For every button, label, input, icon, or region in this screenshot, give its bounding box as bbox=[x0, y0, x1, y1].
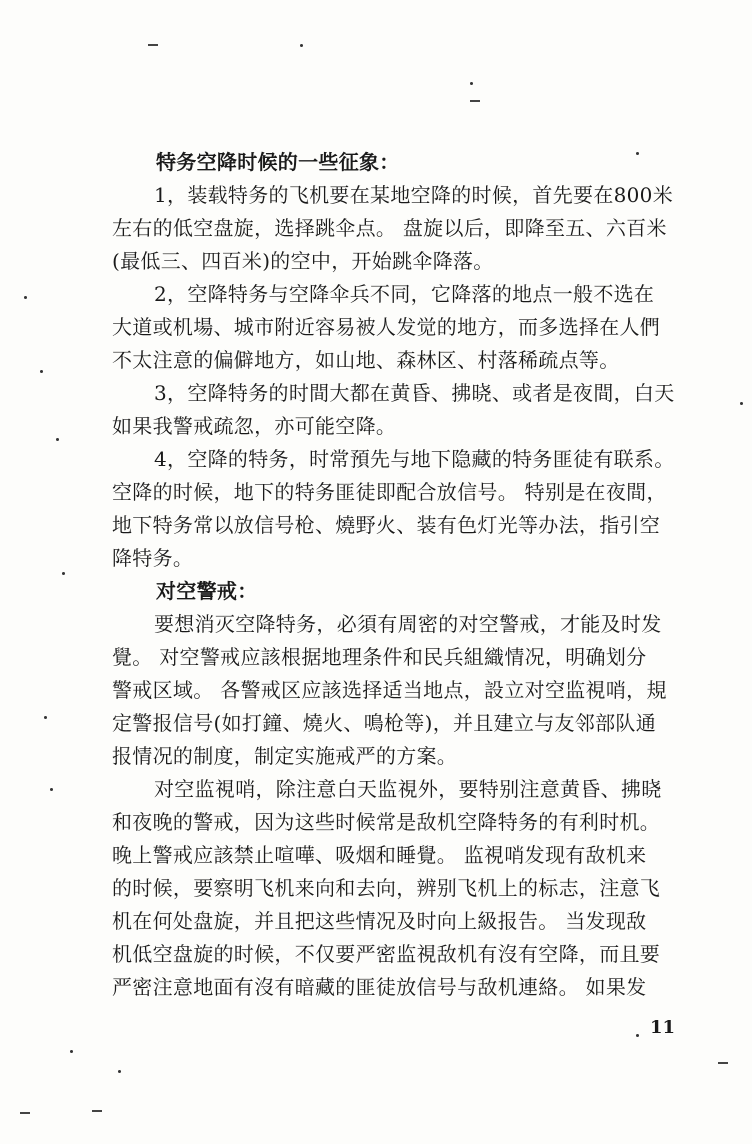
paragraph-1-line-3: (最低三、四百米)的空中，开始跳伞降落。 bbox=[112, 249, 494, 273]
paragraph-6-line-7: 严密注意地面有沒有暗藏的匪徒放信号与敌机連絡。 如果发 bbox=[112, 975, 647, 999]
page-number: 11 bbox=[650, 1017, 676, 1038]
paragraph-3-line-2: 如果我警戒疏忽，亦可能空降。 bbox=[112, 414, 397, 438]
paragraph-2-line-2: 大道或机場、城市附近容易被人发觉的地方，而多选择在人們 bbox=[112, 315, 661, 339]
scan-speck bbox=[44, 716, 47, 719]
scan-speck bbox=[24, 296, 27, 299]
body-text bbox=[112, 146, 694, 1004]
scan-speck bbox=[740, 402, 743, 405]
scan-dash bbox=[470, 100, 480, 102]
paragraph-2-line-3: 不太注意的偏僻地方，如山地、森林区、村落稀疏点等。 bbox=[112, 348, 620, 372]
paragraph-3-line-1: 3，空降特务的时間大都在黄昏、拂晓、或者是夜間，白天 bbox=[154, 381, 675, 405]
paragraph-5-line-1: 要想消灭空降特务，必須有周密的对空警戒，才能及时发 bbox=[154, 612, 662, 636]
scan-speck bbox=[62, 572, 65, 575]
paragraph-6-line-6: 机低空盘旋的时候，不仅要严密监視敌机有沒有空降，而且要 bbox=[112, 942, 661, 966]
paragraph-6-line-1: 对空监視哨，除注意白天监視外，要特别注意黄昏、拂晓 bbox=[154, 777, 662, 801]
scan-dash bbox=[718, 1062, 728, 1064]
paragraph-4-line-2: 空降的时候，地下的特务匪徒即配合放信号。 特别是在夜間， bbox=[112, 480, 667, 504]
paragraph-5-line-3: 警戒区域。 各警戒区应該选择适当地点，設立对空监視哨，規 bbox=[112, 678, 667, 702]
paragraph-5-line-2: 覺。 对空警戒应該根据地理条件和民兵組織情况，明确划分 bbox=[112, 645, 647, 669]
paragraph-2-line-1: 2，空降特务与空降伞兵不同，它降落的地点一般不选在 bbox=[154, 282, 655, 306]
scan-speck bbox=[118, 1070, 121, 1073]
scan-speck bbox=[470, 82, 473, 85]
scan-dash bbox=[92, 1110, 102, 1112]
scan-speck bbox=[56, 438, 59, 441]
paragraph-1-line-2: 左右的低空盘旋，选择跳伞点。 盘旋以后，即降至五、六百米 bbox=[112, 216, 667, 240]
paragraph-4-line-1: 4，空降的特务，时常預先与地下隐藏的特务匪徒有联系。 bbox=[154, 447, 675, 471]
scan-dash bbox=[20, 1112, 30, 1114]
scan-speck bbox=[636, 152, 639, 155]
paragraph-5-line-4: 定警报信号(如打鐘、燒火、鳴枪等)，并且建立与友邻部队通 bbox=[112, 711, 657, 735]
scan-speck bbox=[300, 44, 303, 47]
paragraph-6-line-5: 机在何处盘旋，并且把这些情况及时向上級报告。 当发现敌 bbox=[112, 909, 647, 933]
paragraph-4-line-4: 降特务。 bbox=[112, 546, 194, 570]
paragraph-4-line-3: 地下特务常以放信号枪、燒野火、装有色灯光等办法，指引空 bbox=[112, 513, 661, 537]
paragraph-5-line-5: 报情况的制度，制定实施戒严的方案。 bbox=[112, 744, 458, 768]
paragraph-6-line-4: 的时候，要察明飞机来向和去向，辨别飞机上的标志，注意飞 bbox=[112, 876, 661, 900]
scan-dash bbox=[148, 44, 158, 46]
scan-speck bbox=[50, 788, 53, 791]
paragraph-6-line-3: 晚上警戒应該禁止喧嘩、吸烟和睡覺。 监視哨发现有敌机来 bbox=[112, 843, 647, 867]
section-heading-signs: 特务空降时候的一些征象： bbox=[156, 150, 400, 174]
scan-speck bbox=[70, 1050, 73, 1053]
section-heading-air-watch: 对空警戒： bbox=[156, 579, 258, 603]
paragraph-1-line-1: 1，装载特务的飞机要在某地空降的时候，首先要在800米 bbox=[154, 183, 673, 207]
scan-speck bbox=[40, 370, 43, 373]
scan-speck bbox=[636, 1034, 639, 1037]
paragraph-6-line-2: 和夜晚的警戒，因为这些时候常是敌机空降特务的有利时机。 bbox=[112, 810, 661, 834]
